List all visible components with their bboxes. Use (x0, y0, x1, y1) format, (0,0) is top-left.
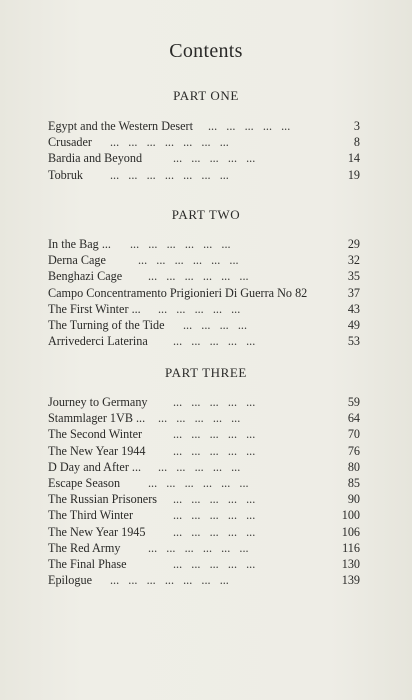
toc-entry (48, 268, 360, 284)
dot-leader: ... ... ... ... ... ... (148, 540, 249, 555)
page-number: 19 (347, 167, 360, 182)
part-heading: PART TWO (171, 207, 241, 222)
page-number: 3 (353, 119, 360, 133)
toc-entry (48, 459, 360, 475)
dot-leader: ... ... ... ... ... (158, 301, 241, 316)
dot-leader: ... ... ... ... ... (173, 557, 256, 571)
dot-leader: ... ... ... ... ... ... (148, 269, 249, 284)
page-number: 116 (342, 540, 360, 555)
dot-leader: ... ... ... ... ... (173, 151, 256, 166)
dot-leader: ... ... ... ... ... (173, 524, 256, 539)
dot-leader: ... ... ... ... (183, 318, 247, 332)
page-number: 139 (341, 573, 360, 588)
chapter-title: Derna Cage (48, 253, 106, 268)
page-title: Contents (169, 40, 243, 62)
chapter-title: Campo Concentramento Prigionieri Di Guerra No 82 (48, 285, 308, 300)
page-number: 59 (347, 395, 360, 409)
chapter-title: Epilogue (48, 573, 93, 588)
toc-entry (48, 333, 360, 349)
chapter-title: Journey to Germany (48, 395, 148, 409)
dot-leader: ... ... ... ... ... (158, 411, 241, 426)
page-number: 29 (347, 237, 360, 251)
toc-entry (48, 118, 360, 134)
chapter-title: The First Winter ... (48, 301, 141, 316)
chapter-title: Benghazi Cage (48, 269, 123, 284)
dot-leader: ... ... ... ... ... ... (138, 253, 239, 268)
chapter-title: The Third Winter (48, 508, 134, 523)
page-number: 37 (347, 285, 360, 300)
chapter-title: Egypt and the Western Desert (48, 119, 193, 133)
dot-leader: ... ... ... ... ... (173, 334, 256, 349)
dot-leader: ... ... ... ... ... ... ... (110, 167, 229, 182)
chapter-title: The Second Winter (48, 427, 143, 442)
page-number: 35 (347, 269, 360, 284)
chapter-title: The New Year 1945 (48, 524, 146, 539)
dot-leader: ... ... ... ... ... (173, 443, 256, 458)
toc-entry (48, 394, 360, 410)
chapter-title: Crusader (48, 135, 92, 150)
page-number: 43 (347, 301, 360, 316)
toc-entry (48, 134, 360, 150)
page-number: 70 (347, 427, 360, 442)
toc-entry (48, 410, 360, 426)
toc-entry (48, 443, 360, 459)
toc-entry (48, 167, 360, 183)
dot-leader: ... ... ... ... ... ... ... (110, 573, 229, 588)
dot-leader: ... ... ... ... ... (173, 427, 256, 442)
toc-entry (48, 572, 360, 588)
page-number: 32 (347, 253, 360, 268)
part-heading: PART THREE (165, 365, 247, 380)
dot-leader: ... ... ... ... ... ... (148, 476, 249, 490)
chapter-title: The Russian Prisoners (48, 492, 158, 507)
toc-entry (48, 524, 360, 540)
chapter-title: Tobruk (48, 167, 84, 182)
page-number: 106 (341, 524, 360, 539)
chapter-title: The Turning of the Tide (48, 318, 165, 332)
chapter-title: The New Year 1944 (48, 443, 146, 458)
page-number: 85 (347, 476, 360, 490)
toc-entry (48, 285, 360, 301)
part-heading: PART ONE (173, 88, 239, 103)
toc-entry (48, 426, 360, 442)
page-number: 100 (341, 508, 360, 523)
toc-entry (48, 252, 360, 268)
dot-leader: ... ... ... ... ... (208, 119, 291, 133)
dot-leader: ... ... ... ... ... (173, 492, 256, 507)
toc-entry (48, 507, 360, 523)
dot-leader: ... ... ... ... ... (158, 459, 241, 474)
chapter-title: In the Bag ... (48, 237, 111, 251)
toc-entry (48, 491, 360, 507)
chapter-title: The Red Army (48, 540, 121, 555)
page-number: 8 (353, 135, 360, 150)
chapter-title: D Day and After ... (48, 459, 142, 474)
dot-leader: ... ... ... ... ... ... ... (110, 135, 229, 150)
toc-entry (48, 556, 360, 572)
page-number: 64 (347, 411, 360, 426)
page-number: 53 (347, 334, 360, 349)
dot-leader: ... ... ... ... ... (173, 395, 256, 409)
chapter-title: The Final Phase (48, 557, 127, 571)
chapter-title: Stammlager 1VB ... (48, 411, 146, 426)
toc-entry (48, 236, 360, 252)
toc-entry (48, 150, 360, 166)
toc-entry (48, 475, 360, 491)
page-number: 14 (347, 151, 360, 166)
page-number: 130 (341, 557, 360, 571)
page-number: 90 (347, 492, 360, 507)
toc-entry (48, 540, 360, 556)
chapter-title: Bardia and Beyond (48, 151, 143, 166)
page-number: 80 (347, 459, 360, 474)
chapter-title: Escape Season (48, 476, 121, 490)
dot-leader: ... ... ... ... ... (173, 508, 256, 523)
page-number: 49 (347, 318, 360, 332)
toc-entry (48, 317, 360, 333)
chapter-title: Arrivederci Laterina (48, 334, 148, 349)
toc-entry (48, 301, 360, 317)
dot-leader: ... ... ... ... ... ... (130, 237, 231, 251)
page-number: 76 (347, 443, 360, 458)
